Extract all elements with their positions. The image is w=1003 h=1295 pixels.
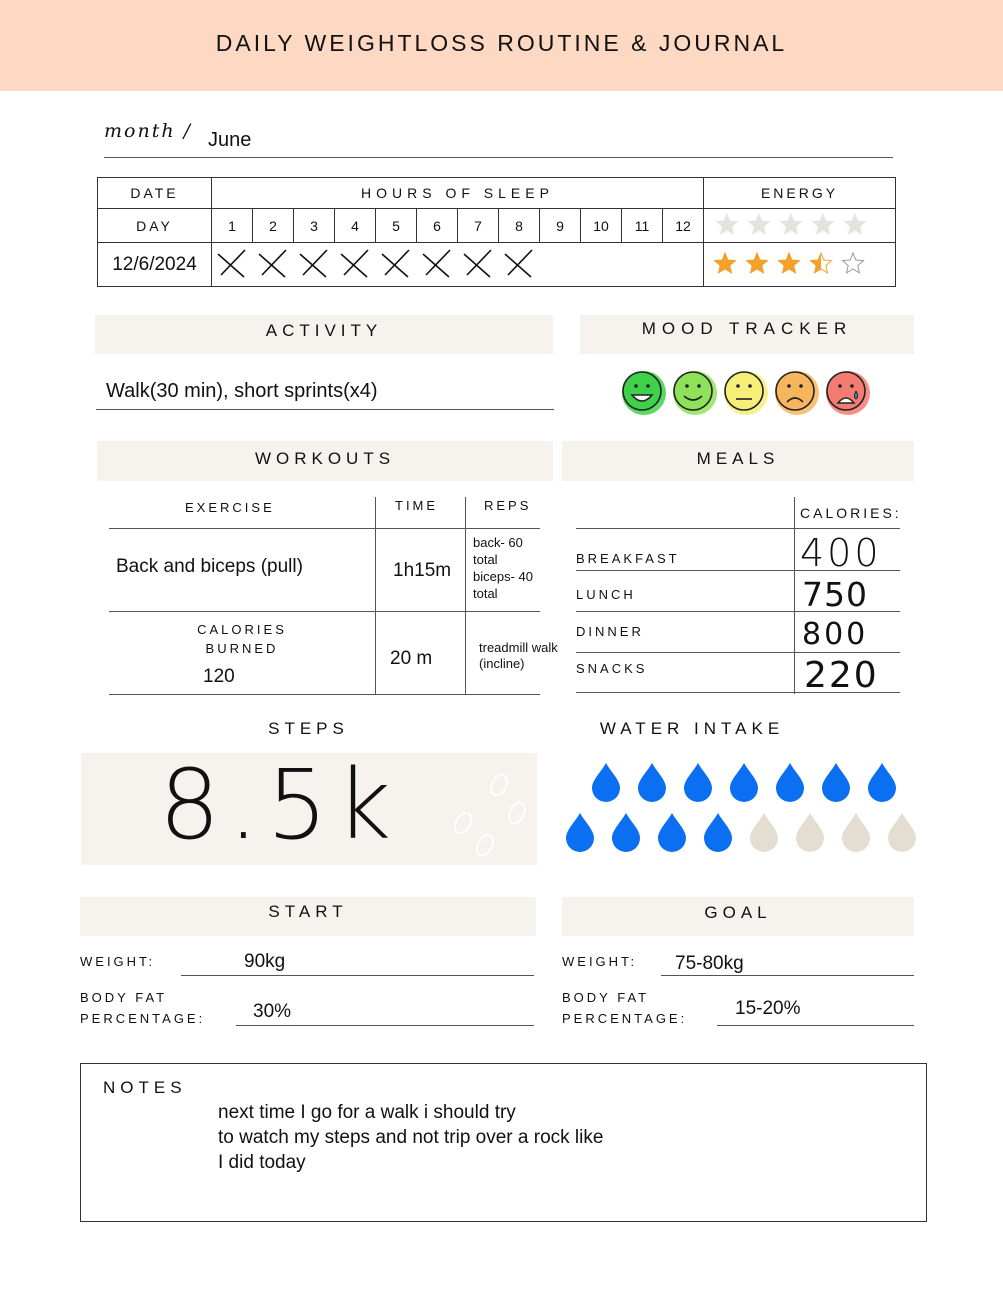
hour-cell: 1	[212, 209, 253, 243]
mood-faces[interactable]	[615, 365, 880, 420]
time-col-header: TIME	[395, 498, 439, 513]
reps-value[interactable]	[473, 534, 533, 602]
meal-name-snacks: SNACKS	[576, 661, 648, 676]
hour-cell: 12	[663, 209, 704, 243]
activity-value[interactable]: Walk(30 min), short sprints(x4)	[106, 380, 378, 402]
reps2-value[interactable]	[479, 640, 558, 672]
water-drop-icon[interactable]	[868, 763, 896, 802]
activity-label: ACTIVITY	[265, 321, 383, 340]
workouts-label: WORKOUTS	[254, 449, 396, 468]
water-drop-icon[interactable]	[888, 813, 916, 852]
calories-label-line: CALORIES	[197, 622, 287, 637]
meal-name-lunch: LUNCH	[576, 587, 636, 602]
star-icon	[811, 213, 834, 235]
start-weight-label: WEIGHT:	[80, 954, 156, 969]
sleep-x-mark	[505, 250, 532, 277]
star-icon-rating	[710, 248, 890, 278]
notes-line: to watch my steps and not trip over a rock like	[218, 1127, 604, 1148]
reps-line: treadmill walk	[479, 640, 558, 655]
goal-weight-value[interactable]: 75-80kg	[675, 953, 744, 974]
steps-box[interactable]	[81, 749, 537, 865]
hour-cell: 9	[540, 209, 581, 243]
neutral-face-icon[interactable]	[724, 371, 768, 415]
water-drops[interactable]	[560, 760, 920, 860]
bodyfat-label-line: BODY FAT	[562, 990, 650, 1005]
meal-calories-lunch[interactable]: 750	[802, 575, 868, 614]
energy-header: ENERGY	[704, 178, 896, 209]
start-band	[80, 897, 536, 936]
water-drop-icon[interactable]	[822, 763, 850, 802]
water-drop-icon[interactable]	[684, 763, 712, 802]
hour-cell: 5	[376, 209, 417, 243]
goal-band	[562, 897, 914, 936]
calories-header: CALORIES:	[800, 505, 902, 521]
workouts-band	[97, 441, 553, 481]
sleep-x-mark	[218, 250, 245, 277]
time2-value[interactable]: 20 m	[390, 648, 433, 669]
water-drop-icon[interactable]	[730, 763, 758, 802]
water-label: WATER INTAKE	[599, 719, 785, 738]
activity-underline	[96, 409, 554, 410]
date-header: DATE	[98, 178, 212, 209]
energy-rating[interactable]	[704, 243, 896, 287]
reps-line: (incline)	[479, 656, 525, 671]
meal-calories-breakfast[interactable]: 400	[800, 531, 882, 575]
hour-cell: 3	[294, 209, 335, 243]
star-icon	[779, 213, 802, 235]
water-drop-icon[interactable]	[796, 813, 824, 852]
sleep-table	[97, 177, 896, 287]
meal-name-breakfast: BREAKFAST	[576, 551, 680, 566]
reps-line: total	[473, 552, 498, 567]
hour-cell: 10	[581, 209, 622, 243]
month-value[interactable]: June	[208, 129, 252, 151]
sleep-marks-cell[interactable]	[212, 243, 704, 287]
meals-divider	[794, 497, 795, 694]
meals-rule	[576, 528, 900, 529]
notes-line: I did today	[218, 1152, 306, 1173]
water-drop-icon[interactable]	[750, 813, 778, 852]
grin-face-icon[interactable]	[622, 371, 666, 415]
bodyfat-label-line: PERCENTAGE:	[562, 1011, 688, 1026]
start-bodyfat-value[interactable]: 30%	[253, 1001, 292, 1022]
energy-empty-stars	[704, 209, 896, 243]
crying-face-icon[interactable]	[826, 371, 870, 415]
goal-weight-label: WEIGHT:	[562, 954, 638, 969]
hour-cell: 8	[499, 209, 540, 243]
sleep-x-marks	[212, 243, 703, 283]
star-icon	[715, 213, 738, 235]
hour-cell: 4	[335, 209, 376, 243]
sleep-x-mark	[382, 250, 409, 277]
water-drop-icon[interactable]	[658, 813, 686, 852]
water-drop-icon[interactable]	[776, 763, 804, 802]
star-icon	[810, 253, 831, 273]
star-icon	[843, 213, 866, 235]
workout-divider	[465, 497, 466, 694]
meals-band	[562, 441, 914, 481]
water-drop-icon[interactable]	[592, 763, 620, 802]
notes-box[interactable]	[80, 1063, 927, 1222]
exercise-value[interactable]: Back and biceps (pull)	[116, 556, 303, 577]
reps-line: back- 60	[473, 535, 523, 550]
time-value[interactable]: 1h15m	[393, 560, 452, 581]
exercise-col-header: EXERCISE	[185, 500, 275, 515]
water-drop-icon[interactable]	[566, 813, 594, 852]
notes-label: NOTES	[103, 1078, 187, 1097]
goal-label: GOAL	[704, 903, 772, 922]
activity-band	[95, 315, 553, 354]
water-drop-icon[interactable]	[612, 813, 640, 852]
calories-burned-label	[109, 620, 375, 658]
sleep-x-mark	[300, 250, 327, 277]
sad-face-icon[interactable]	[775, 371, 819, 415]
star-icon	[842, 253, 863, 273]
date-value[interactable]: 12/6/2024	[98, 243, 212, 287]
bodyfat-label-line: PERCENTAGE:	[80, 1011, 206, 1026]
notes-text	[218, 1100, 603, 1175]
month-underline	[104, 157, 893, 158]
notes-line: next time I go for a walk i should try	[218, 1102, 516, 1123]
start-bodyfat-underline	[236, 1025, 534, 1026]
sleep-x-mark	[341, 250, 368, 277]
goal-bodyfat-value[interactable]: 15-20%	[735, 998, 801, 1019]
calories-burned-value[interactable]: 120	[203, 666, 235, 687]
bodyfat-label-line: BODY FAT	[80, 990, 168, 1005]
footprints-icon	[441, 763, 531, 863]
hour-cell: 7	[458, 209, 499, 243]
meal-calories-snacks[interactable]: 220	[804, 655, 879, 696]
star-icon	[746, 253, 767, 273]
star-icon	[778, 253, 799, 273]
mood-band	[580, 315, 914, 354]
meals-label: MEALS	[696, 449, 780, 468]
calories-label-line: BURNED	[205, 641, 279, 656]
workout-rule	[109, 694, 540, 695]
reps-col-header: REPS	[484, 498, 532, 513]
steps-label: STEPS	[268, 719, 349, 738]
workout-rule	[109, 528, 540, 529]
workout-rule	[109, 611, 540, 612]
day-header: DAY	[98, 209, 212, 243]
mood-label: MOOD TRACKER	[641, 319, 853, 338]
start-label: START	[268, 902, 348, 921]
hour-cell: 6	[417, 209, 458, 243]
hour-cell: 2	[253, 209, 294, 243]
goal-bodyfat-label	[562, 987, 687, 1029]
month-label: month /	[104, 120, 193, 142]
goal-bodyfat-underline	[717, 1025, 914, 1026]
sleep-x-mark	[259, 250, 286, 277]
water-drop-icon[interactable]	[842, 813, 870, 852]
reps-line: biceps- 40	[473, 569, 533, 584]
steps-value: 8.5k	[159, 749, 400, 861]
hours-of-sleep-header: HOURS OF SLEEP	[212, 178, 704, 209]
star-icon	[714, 253, 735, 273]
water-drop-icon[interactable]	[704, 813, 732, 852]
star-icon-row	[710, 209, 890, 239]
goal-weight-underline	[661, 975, 914, 976]
start-bodyfat-label	[80, 987, 205, 1029]
star-icon	[747, 213, 770, 235]
sleep-x-mark	[464, 250, 491, 277]
page-title: DAILY WEIGHTLOSS ROUTINE & JOURNAL	[215, 30, 788, 56]
meal-name-dinner: DINNER	[576, 624, 644, 639]
meal-calories-dinner[interactable]: 800	[802, 617, 869, 652]
start-weight-value[interactable]: 90kg	[244, 951, 286, 972]
water-drop-icon[interactable]	[638, 763, 666, 802]
meals-rule	[576, 652, 900, 653]
reps-line: total	[473, 586, 498, 601]
hour-cell: 11	[622, 209, 663, 243]
sleep-x-mark	[423, 250, 450, 277]
start-weight-underline	[181, 975, 534, 976]
workout-divider	[375, 497, 376, 694]
smile-face-icon[interactable]	[673, 371, 717, 415]
